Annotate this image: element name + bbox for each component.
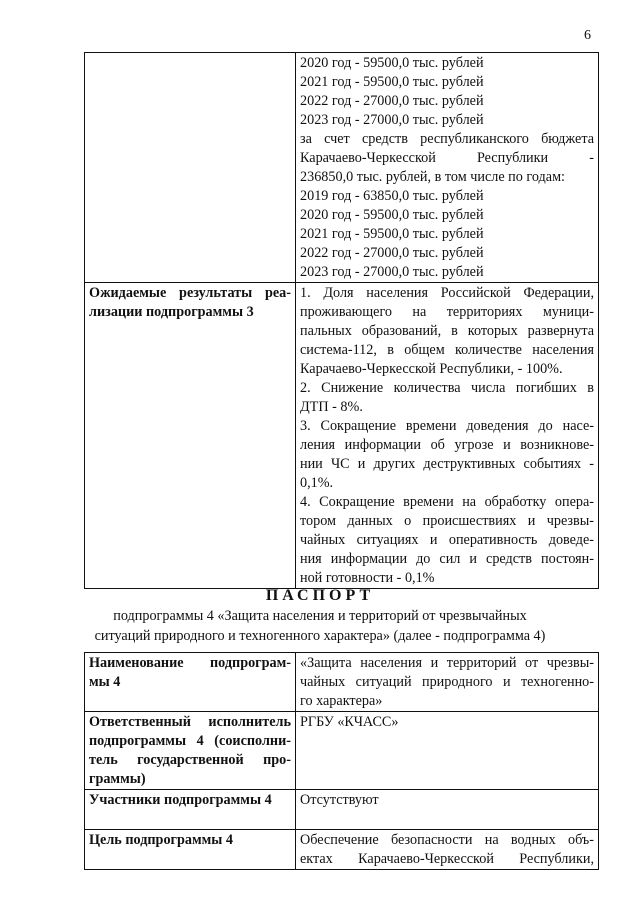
label-line: лизации подпрограммы 3 bbox=[89, 304, 254, 320]
result-line: чайных ситуациях и оперативность доведе- bbox=[300, 532, 594, 548]
result-line: ДТП - 8%. bbox=[300, 399, 363, 415]
goal-value bbox=[296, 830, 599, 870]
value-line: Обеспечение безопасности на водных объ- bbox=[300, 832, 594, 848]
funding-line: Карачаево-Черкесской Республики - bbox=[300, 150, 594, 166]
result-line: система-112, в общем количестве населения bbox=[300, 342, 594, 358]
label-line: Ответственный исполнитель bbox=[89, 714, 291, 730]
name-label bbox=[85, 653, 296, 712]
participants-value bbox=[296, 790, 599, 830]
label-line: Цель подпрограммы 4 bbox=[89, 832, 234, 848]
result-line: ления информации об угрозе и возникнове- bbox=[300, 437, 594, 453]
name-row bbox=[85, 653, 599, 712]
value-line: ектах Карачаево-Черкесской Республики, bbox=[300, 851, 594, 867]
result-line: 1. Доля населения Российской Федерации, bbox=[300, 285, 594, 301]
result-line: 0,1%. bbox=[300, 475, 334, 491]
result-line: 4. Сокращение времени на обработку опера- bbox=[300, 494, 594, 510]
funding-line: 2021 год - 59500,0 тыс. рублей bbox=[300, 226, 484, 242]
spacer-line bbox=[89, 810, 291, 829]
funding-line: 2022 год - 27000,0 тыс. рублей bbox=[300, 245, 484, 261]
value-line: Отсутствуют bbox=[300, 792, 379, 808]
funding-label-cell bbox=[85, 53, 296, 283]
funding-line: 236850,0 тыс. рублей, в том числе по годам: bbox=[300, 169, 565, 185]
passport-header bbox=[0, 586, 640, 646]
label-line: тель государственной про- bbox=[89, 752, 291, 768]
goal-label bbox=[85, 830, 296, 870]
executor-label bbox=[85, 712, 296, 790]
name-value bbox=[296, 653, 599, 712]
result-line: ния информации до сил и средств постоян- bbox=[300, 551, 594, 567]
funding-line: 2023 год - 27000,0 тыс. рублей bbox=[300, 112, 484, 128]
label-line: подпрограммы 4 (соисполни- bbox=[89, 733, 291, 749]
funding-line: 2021 год - 59500,0 тыс. рублей bbox=[300, 74, 484, 90]
executor-value bbox=[296, 712, 599, 790]
page-number: 6 bbox=[584, 28, 591, 43]
subprogram4-passport-table bbox=[84, 652, 599, 870]
label-line: Ожидаемые результаты реа- bbox=[89, 285, 291, 301]
value-line: го характера» bbox=[300, 693, 383, 709]
executor-row bbox=[85, 712, 599, 790]
value-line: РГБУ «КЧАСС» bbox=[300, 714, 399, 730]
label-line: граммы) bbox=[89, 771, 146, 787]
funding-line: за счет средств республиканского бюджета bbox=[300, 131, 594, 147]
funding-line: 2019 год - 63850,0 тыс. рублей bbox=[300, 188, 484, 204]
expected-results-row bbox=[85, 283, 599, 589]
funding-value-cell bbox=[296, 53, 599, 283]
participants-row bbox=[85, 790, 599, 830]
label-line: Наименование подпрограм- bbox=[89, 655, 291, 671]
value-line: «Защита населения и территорий от чрезвы- bbox=[300, 655, 594, 671]
result-line: ной готовности - 0,1% bbox=[300, 570, 435, 586]
result-line: нии ЧС и других деструктивных событиях - bbox=[300, 456, 594, 472]
result-line: 2. Снижение количества числа погибших в bbox=[300, 380, 594, 396]
funding-line: 2023 год - 27000,0 тыс. рублей bbox=[300, 264, 484, 280]
result-line: 3. Сокращение времени доведения до насе- bbox=[300, 418, 594, 434]
result-line: пальных образований, в которых развернута bbox=[300, 323, 594, 339]
passport-subtitle-line: ситуаций природного и техногенного характера» (далее - подпрограмма 4) bbox=[94, 628, 546, 644]
expected-results-value bbox=[296, 283, 599, 589]
passport-title: ПАСПОРТ bbox=[265, 587, 375, 604]
result-line: Карачаево-Черкесской Республики, - 100%. bbox=[300, 361, 563, 377]
funding-line: 2020 год - 59500,0 тыс. рублей bbox=[300, 207, 484, 223]
funding-line: 2020 год - 59500,0 тыс. рублей bbox=[300, 55, 484, 71]
label-line: мы 4 bbox=[89, 674, 121, 690]
result-line: проживающего на территориях муници- bbox=[300, 304, 594, 320]
funding-row bbox=[85, 53, 599, 283]
funding-continuation-table bbox=[84, 52, 599, 589]
label-line: Участники подпрограммы 4 bbox=[89, 792, 272, 808]
value-line: чайных ситуаций природного и техногенно- bbox=[300, 674, 594, 690]
participants-label bbox=[85, 790, 296, 830]
expected-results-label bbox=[85, 283, 296, 589]
result-line: тором данных о происшествиях и чрезвы- bbox=[300, 513, 594, 529]
goal-row bbox=[85, 830, 599, 870]
passport-subtitle-line: подпрограммы 4 «Защита населения и территорий от чрезвычайных bbox=[113, 608, 527, 624]
funding-line: 2022 год - 27000,0 тыс. рублей bbox=[300, 93, 484, 109]
